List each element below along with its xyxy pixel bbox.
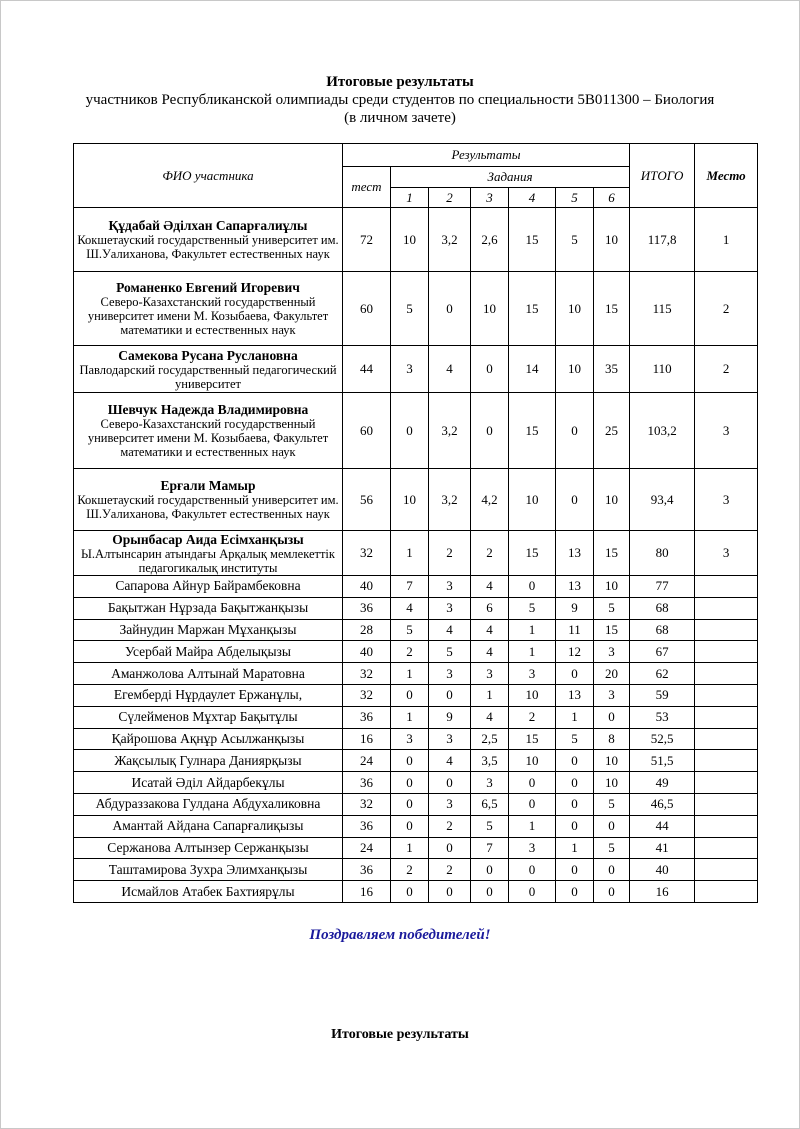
participant-name: Исатай Әділ Айдарбекұлы [74,772,343,794]
task-score-cell: 3 [509,663,556,685]
task-score-cell: 10 [556,272,594,346]
participant-affiliation: Северо-Казахстанский государственный университет имени М. Козыбаева, Факультет математики и естественных наук [87,417,329,459]
task-score-cell: 20 [594,663,630,685]
place-cell: 3 [695,531,758,576]
task-score-cell: 1 [391,663,429,685]
task-score-cell: 0 [509,576,556,598]
table-row-detailed [74,272,758,346]
task-score-cell: 2 [429,815,471,837]
participant-affiliation: Ы.Алтынсарин атындағы Арқалық мемлекеттік педагогикалық институты [81,546,335,575]
task-score-cell: 10 [509,684,556,706]
task-score-cell: 0 [391,793,429,815]
task-score-cell: 35 [594,346,630,393]
table-row [74,619,758,641]
task-score-cell: 5 [471,815,509,837]
task-score-cell: 10 [391,469,429,531]
table-row-detailed [74,208,758,272]
total-score-cell: 53 [630,706,695,728]
task-score-cell: 15 [509,728,556,750]
table-row [74,815,758,837]
task-score-cell: 5 [391,272,429,346]
task-score-cell: 3 [429,793,471,815]
total-score-cell: 44 [630,815,695,837]
participant-name: Самекова Русана Руслановна [118,347,298,363]
participant-cell [74,531,343,576]
test-score-cell: 32 [343,684,391,706]
footer-title: Итоговые результаты [331,1027,469,1042]
total-score-cell: 41 [630,837,695,859]
task-score-cell: 0 [594,881,630,903]
place-cell [695,706,758,728]
task-score-cell: 3 [429,597,471,619]
task-score-cell: 4 [471,641,509,663]
task-score-cell: 25 [594,393,630,469]
table-row [74,641,758,663]
participant-name: Абдураззакова Гулдана Абдухаликовна [74,793,343,815]
task-score-cell: 0 [391,772,429,794]
total-score-cell: 16 [630,881,695,903]
total-score-cell: 103,2 [630,393,695,469]
participant-affiliation: Павлодарский государственный педагогический университет [79,362,337,391]
table-row [74,597,758,619]
task-score-cell: 0 [429,272,471,346]
col-test-header: тест [343,167,391,208]
test-score-cell: 36 [343,597,391,619]
participant-cell [74,469,343,531]
task-score-cell: 10 [594,750,630,772]
task-score-cell: 15 [594,272,630,346]
participant-name: Усербай Майра Абделықызы [74,641,343,663]
total-score-cell: 40 [630,859,695,881]
place-cell [695,815,758,837]
total-score-cell: 62 [630,663,695,685]
task-score-cell: 0 [391,815,429,837]
task-score-cell: 0 [509,793,556,815]
participant-cell [74,393,343,469]
task-score-cell: 1 [471,684,509,706]
participant-name: Құдабай Әділхан Сапарғалиұлы [108,218,308,233]
task-score-cell: 0 [556,750,594,772]
total-score-cell: 117,8 [630,208,695,272]
col-tasks-header: Задания [391,167,630,188]
test-score-cell: 40 [343,641,391,663]
task-score-cell: 0 [556,393,594,469]
table-row [74,684,758,706]
col-place-header: Место [695,144,758,208]
participant-name: Ерғали Мамыр [160,478,256,493]
table-row [74,750,758,772]
col-name-header: ФИО участника [74,144,343,208]
task-score-cell: 3 [594,641,630,663]
task-score-cell: 2 [509,706,556,728]
total-score-cell: 93,4 [630,469,695,531]
task-score-cell: 0 [429,772,471,794]
participant-name: Бақытжан Нұрзада Бақытжанқызы [74,597,343,619]
task-score-cell: 10 [594,469,630,531]
table-row-detailed [74,531,758,576]
place-cell: 2 [695,346,758,393]
participant-name: Таштамирова Зухра Элимханқызы [74,859,343,881]
total-score-cell: 67 [630,641,695,663]
place-cell [695,772,758,794]
task-number-header: 5 [556,188,594,208]
task-score-cell: 4,2 [471,469,509,531]
task-score-cell: 0 [556,881,594,903]
task-score-cell: 1 [391,531,429,576]
task-score-cell: 15 [509,531,556,576]
task-score-cell: 0 [509,881,556,903]
task-score-cell: 4 [471,576,509,598]
task-score-cell: 10 [471,272,509,346]
task-score-cell: 15 [509,272,556,346]
task-number-header: 2 [429,188,471,208]
total-score-cell: 110 [630,346,695,393]
col-results-header: Результаты [343,144,630,167]
participant-cell [74,346,343,393]
table-row-detailed [74,393,758,469]
table-row [74,772,758,794]
task-score-cell: 0 [594,859,630,881]
participant-affiliation: Кокшетауский государственный университет им. Ш.Уалиханова, Факультет естественных наук [77,233,339,261]
task-score-cell: 1 [556,837,594,859]
task-score-cell: 10 [509,750,556,772]
task-score-cell: 2 [391,859,429,881]
participant-name: Исмайлов Атабек Бахтиярұлы [74,881,343,903]
task-score-cell: 0 [391,393,429,469]
task-score-cell: 2 [429,859,471,881]
test-score-cell: 32 [343,531,391,576]
task-score-cell: 3 [429,663,471,685]
task-score-cell: 3,2 [429,469,471,531]
participant-name: Сержанова Алтынзер Сержанқызы [74,837,343,859]
task-score-cell: 5 [391,619,429,641]
test-score-cell: 60 [343,272,391,346]
participant-name: Аманжолова Алтынай Маратовна [74,663,343,685]
task-number-header: 4 [509,188,556,208]
participant-name: Қайрошова Ақнұр Асылжанқызы [74,728,343,750]
task-score-cell: 15 [594,531,630,576]
task-score-cell: 13 [556,531,594,576]
task-score-cell: 10 [594,208,630,272]
document-subtitle: участников Республиканской олимпиады среди студентов по специальности 5В011300 – Биология [85,92,715,108]
test-score-cell: 32 [343,663,391,685]
task-score-cell: 1 [509,815,556,837]
results-table [73,143,758,903]
table-row [74,793,758,815]
place-cell [695,663,758,685]
task-score-cell: 10 [594,772,630,794]
test-score-cell: 36 [343,815,391,837]
participant-name: Романенко Евгений Игоревич [116,280,300,295]
task-score-cell: 2 [429,531,471,576]
task-score-cell: 3,2 [429,208,471,272]
task-score-cell: 14 [509,346,556,393]
document-note: (в личном зачете) [344,110,456,126]
task-score-cell: 8 [594,728,630,750]
task-score-cell: 1 [509,641,556,663]
participant-name: Сүлейменов Мұхтар Бақытұлы [74,706,343,728]
task-number-header: 3 [471,188,509,208]
task-score-cell: 4 [429,619,471,641]
participant-affiliation: Кокшетауский государственный университет им. Ш.Уалиханова, Факультет естественных наук [77,493,339,521]
task-score-cell: 1 [509,619,556,641]
task-score-cell: 0 [556,772,594,794]
task-score-cell: 4 [429,346,471,393]
congratulations-text: Поздравляем победителей! [309,927,491,943]
total-score-cell: 52,5 [630,728,695,750]
total-score-cell: 80 [630,531,695,576]
participant-cell [74,208,343,272]
place-cell [695,859,758,881]
task-score-cell: 0 [509,859,556,881]
task-score-cell: 1 [391,837,429,859]
task-score-cell: 0 [429,837,471,859]
test-score-cell: 44 [343,346,391,393]
test-score-cell: 16 [343,881,391,903]
place-cell: 3 [695,393,758,469]
place-cell [695,837,758,859]
total-score-cell: 49 [630,772,695,794]
test-score-cell: 24 [343,750,391,772]
task-score-cell: 2,6 [471,208,509,272]
task-score-cell: 4 [391,597,429,619]
participant-name: Жақсылық Гулнара Данияpқызы [74,750,343,772]
place-cell [695,750,758,772]
total-score-cell: 68 [630,619,695,641]
participant-name: Шевчук Надежда Владимировна [107,402,309,417]
task-score-cell: 3 [471,772,509,794]
task-score-cell: 5 [509,597,556,619]
test-score-cell: 60 [343,393,391,469]
place-cell [695,619,758,641]
task-score-cell: 5 [556,728,594,750]
task-score-cell: 0 [429,881,471,903]
task-score-cell: 0 [471,859,509,881]
task-score-cell: 3 [594,684,630,706]
participant-name: Егемберді Нұрдаулет Ержанұлы, [74,684,343,706]
task-score-cell: 15 [509,208,556,272]
task-score-cell: 3 [429,728,471,750]
task-score-cell: 4 [429,750,471,772]
task-score-cell: 5 [594,793,630,815]
task-score-cell: 13 [556,684,594,706]
place-cell [695,684,758,706]
participant-name: Зайнудин Маржан Мұханқызы [74,619,343,641]
task-score-cell: 10 [509,469,556,531]
col-total-header: ИТОГО [630,144,695,208]
total-score-cell: 46,5 [630,793,695,815]
task-score-cell: 10 [391,208,429,272]
task-score-cell: 0 [594,815,630,837]
task-score-cell: 2,5 [471,728,509,750]
task-score-cell: 12 [556,641,594,663]
test-score-cell: 36 [343,772,391,794]
table-row [74,728,758,750]
task-score-cell: 0 [429,684,471,706]
task-score-cell: 6 [471,597,509,619]
task-score-cell: 0 [556,815,594,837]
task-score-cell: 15 [594,619,630,641]
task-score-cell: 2 [391,641,429,663]
task-score-cell: 0 [556,793,594,815]
participant-name: Орынбасар Аида Есімханқызы [112,531,304,547]
task-score-cell: 6,5 [471,793,509,815]
table-row [74,663,758,685]
task-score-cell: 5 [594,837,630,859]
task-score-cell: 0 [391,684,429,706]
task-score-cell: 1 [556,706,594,728]
test-score-cell: 24 [343,837,391,859]
task-score-cell: 11 [556,619,594,641]
task-score-cell: 0 [391,750,429,772]
task-number-header: 6 [594,188,630,208]
test-score-cell: 32 [343,793,391,815]
task-score-cell: 2 [471,531,509,576]
task-score-cell: 3 [391,728,429,750]
task-score-cell: 5 [556,208,594,272]
table-row-detailed [74,346,758,393]
task-score-cell: 10 [594,576,630,598]
table-row-detailed [74,469,758,531]
participant-name: Сапарова Айнур Байрамбековна [74,576,343,598]
task-score-cell: 4 [471,619,509,641]
task-score-cell: 0 [471,393,509,469]
task-score-cell: 0 [556,859,594,881]
table-row [74,576,758,598]
document-title: Итоговые результаты [326,74,474,90]
task-score-cell: 0 [509,772,556,794]
task-score-cell: 0 [556,469,594,531]
total-score-cell: 51,5 [630,750,695,772]
task-score-cell: 13 [556,576,594,598]
place-cell [695,641,758,663]
document-header [0,73,800,127]
total-score-cell: 59 [630,684,695,706]
table-row [74,837,758,859]
place-cell [695,793,758,815]
total-score-cell: 68 [630,597,695,619]
table-row [74,706,758,728]
place-cell: 3 [695,469,758,531]
task-score-cell: 9 [429,706,471,728]
place-cell [695,597,758,619]
participant-name: Амантай Айдана Сапарғалиқызы [74,815,343,837]
task-score-cell: 1 [391,706,429,728]
task-score-cell: 0 [391,881,429,903]
table-row [74,881,758,903]
place-cell: 2 [695,272,758,346]
task-score-cell: 4 [471,706,509,728]
task-score-cell: 9 [556,597,594,619]
task-score-cell: 0 [556,663,594,685]
task-score-cell: 5 [594,597,630,619]
task-score-cell: 7 [471,837,509,859]
test-score-cell: 56 [343,469,391,531]
place-cell [695,881,758,903]
place-cell [695,728,758,750]
task-score-cell: 0 [594,706,630,728]
task-score-cell: 3 [391,346,429,393]
participant-cell [74,272,343,346]
table-row [74,859,758,881]
task-score-cell: 15 [509,393,556,469]
task-score-cell: 0 [471,881,509,903]
task-number-header: 1 [391,188,429,208]
participant-affiliation: Северо-Казахстанский государственный университет имени М. Козыбаева, Факультет математики и естественных наук [87,295,329,337]
task-score-cell: 5 [429,641,471,663]
task-score-cell: 0 [471,346,509,393]
task-score-cell: 3 [471,663,509,685]
place-cell: 1 [695,208,758,272]
task-score-cell: 10 [556,346,594,393]
total-score-cell: 115 [630,272,695,346]
task-score-cell: 3,5 [471,750,509,772]
task-score-cell: 7 [391,576,429,598]
test-score-cell: 36 [343,859,391,881]
task-score-cell: 3 [429,576,471,598]
test-score-cell: 28 [343,619,391,641]
test-score-cell: 40 [343,576,391,598]
test-score-cell: 72 [343,208,391,272]
test-score-cell: 36 [343,706,391,728]
place-cell [695,576,758,598]
task-score-cell: 3,2 [429,393,471,469]
task-score-cell: 3 [509,837,556,859]
test-score-cell: 16 [343,728,391,750]
total-score-cell: 77 [630,576,695,598]
